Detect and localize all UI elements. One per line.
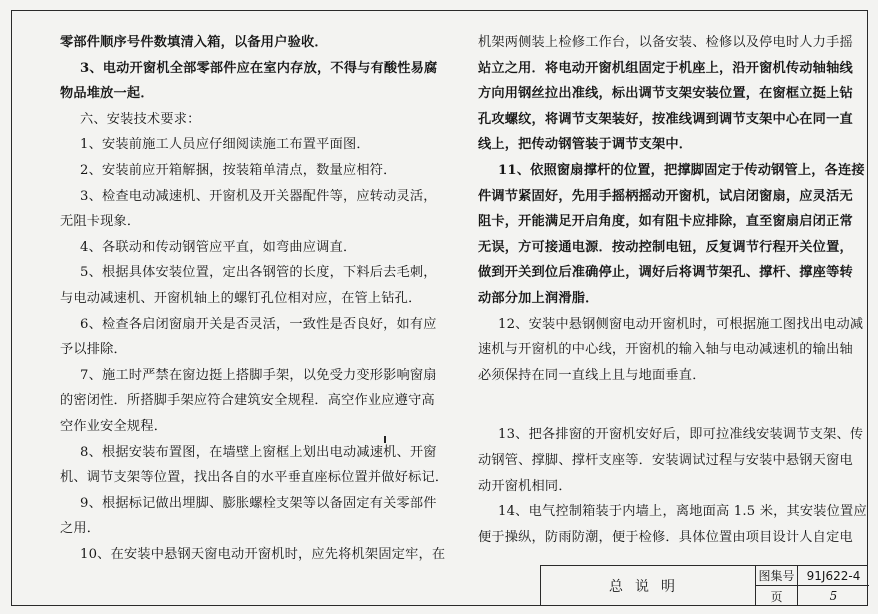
right-column-line: 12、安装中悬钢侧窗电动开窗机时，可根据施工图找出电动减 — [498, 316, 864, 332]
right-column-line: 线上，把传动钢管装于调节支架中． — [478, 137, 693, 153]
left-column-line: 1、安装前施工人员应仔细阅读施工布置平面图． — [80, 137, 370, 153]
left-column-line: 5、根据具体安装位置，定出各钢管的长度，下料后去毛刺， — [80, 265, 437, 281]
right-column-line: 14、电气控制箱装于内墙上，离地面高 1.5 米，其安装位置应 — [498, 504, 867, 520]
left-column-line: 的密闭性．所搭脚手架应符合建筑安全规程．高空作业应遵守高 — [60, 393, 435, 409]
left-column-line: 9、根据标记做出埋脚、膨胀螺栓支架等以备固定有关零部件 — [80, 495, 437, 511]
right-text-column — [478, 30, 867, 550]
left-column-line: 无阻卡现象． — [60, 214, 141, 230]
right-column-line: 动开窗机相同． — [478, 478, 572, 494]
left-column-line: 3、检查电动减速机、开窗机及开关器配件等，应转动灵活， — [80, 188, 437, 204]
right-column-line: 方向用钢丝拉出准线，标出调节支架安装位置，在窗框立挺上钻 — [478, 86, 853, 102]
left-column-line: 予以排除． — [60, 342, 127, 358]
right-column-line: 13、把各排窗的开窗机安好后，即可拉准线安装调节支架、传 — [498, 427, 864, 443]
right-column-line: 机架两侧装上检修工作台，以备安装、检修以及停电时人力手摇 — [478, 35, 853, 50]
left-column-line: 物品堆放一起． — [60, 86, 154, 102]
right-column-line: 站立之用．将电动开窗机组固定于机座上，沿开窗机传动轴轴线 — [478, 60, 853, 76]
right-column-line: 11、依照窗扇撑杆的位置，把撑脚固定于传动钢管上，各连接 — [498, 162, 865, 178]
drawing-number-label: 图集号 — [756, 566, 798, 586]
left-column-line: 7、施工时严禁在窗边挺上搭脚手架，以免受力变形影响窗扇 — [80, 367, 437, 383]
drawing-number: 91J622-4 — [798, 566, 869, 586]
right-column-line: 无误，方可接通电源．按动控制电钮，反复调节行程开关位置， — [478, 239, 853, 255]
left-column-line: 六、安装技术要求： — [80, 111, 201, 127]
left-column-line: 空作业安全规程． — [60, 418, 168, 434]
left-column-line: 10、在安装中悬钢天窗电动开窗机时，应先将机架固定牢，在 — [80, 546, 446, 562]
right-column-line: 做到开关到位后准确停止，调好后将调节架孔、撑杆、撑座等转 — [478, 265, 853, 281]
paragraph-gap — [478, 388, 838, 422]
right-column-line: 件调节紧固好，先用手摇柄摇动开窗机，试启闭窗扇，应灵活无 — [478, 188, 853, 204]
right-column-line: 动钢管、撑脚、撑杆支座等．安装调试过程与安装中悬钢天窗电 — [478, 452, 853, 468]
title-block-title: 总说明 — [541, 566, 756, 606]
right-column-line: 动部分加上润滑脂． — [478, 290, 599, 306]
right-column-line: 速机与开窗机的中心线，开窗机的输入轴与电动减速机的输出轴 — [478, 342, 853, 358]
title-block — [540, 565, 868, 606]
right-column-line: 必须保持在同一直线上且与地面垂直． — [478, 367, 706, 383]
right-column-line: 阻卡，开能满足开启角度，如有阻卡应排除，直至窗扇启闭正常 — [478, 214, 853, 230]
right-column-line: 孔攻螺纹，将调节支架装好，按准线调到调节支架中心在同一直 — [478, 111, 853, 127]
scan-speck — [384, 436, 386, 443]
page-number: 5 — [829, 589, 838, 603]
left-text-column — [60, 30, 449, 567]
left-column-line: 机、调节支架等位置，找出各自的水平垂直座标位置并做好标记． — [60, 470, 449, 486]
page-label: 页 — [756, 586, 798, 606]
left-column-line: 之用． — [60, 521, 101, 537]
left-column-line: 与电动减速机、开窗机轴上的螺钉孔位相对应，在管上钻孔． — [60, 290, 422, 306]
left-column-line: 3、电动开窗机全部零部件应在室内存放，不得与有酸性易腐 — [80, 60, 438, 76]
left-column-line: 4、各联动和传动钢管应平直，如弯曲应调直． — [80, 239, 357, 255]
left-column-line: 6、检查各启闭窗扇开关是否灵活，一致性是否良好，如有应 — [80, 316, 437, 332]
left-column-line: 8、根据安装布置图，在墙壁上窗框上划出电动减速机、开窗 — [80, 444, 437, 460]
right-column-line: 便于操纵，防雨防潮，便于检修．具体位置由项目设计人自定电 — [478, 529, 853, 545]
left-column-line: 2、安装前应开箱解捆，按装箱单清点，数量应相符． — [80, 162, 397, 178]
left-column-line: 零部件顺序号件数填清入箱，以备用户验收． — [60, 35, 328, 50]
